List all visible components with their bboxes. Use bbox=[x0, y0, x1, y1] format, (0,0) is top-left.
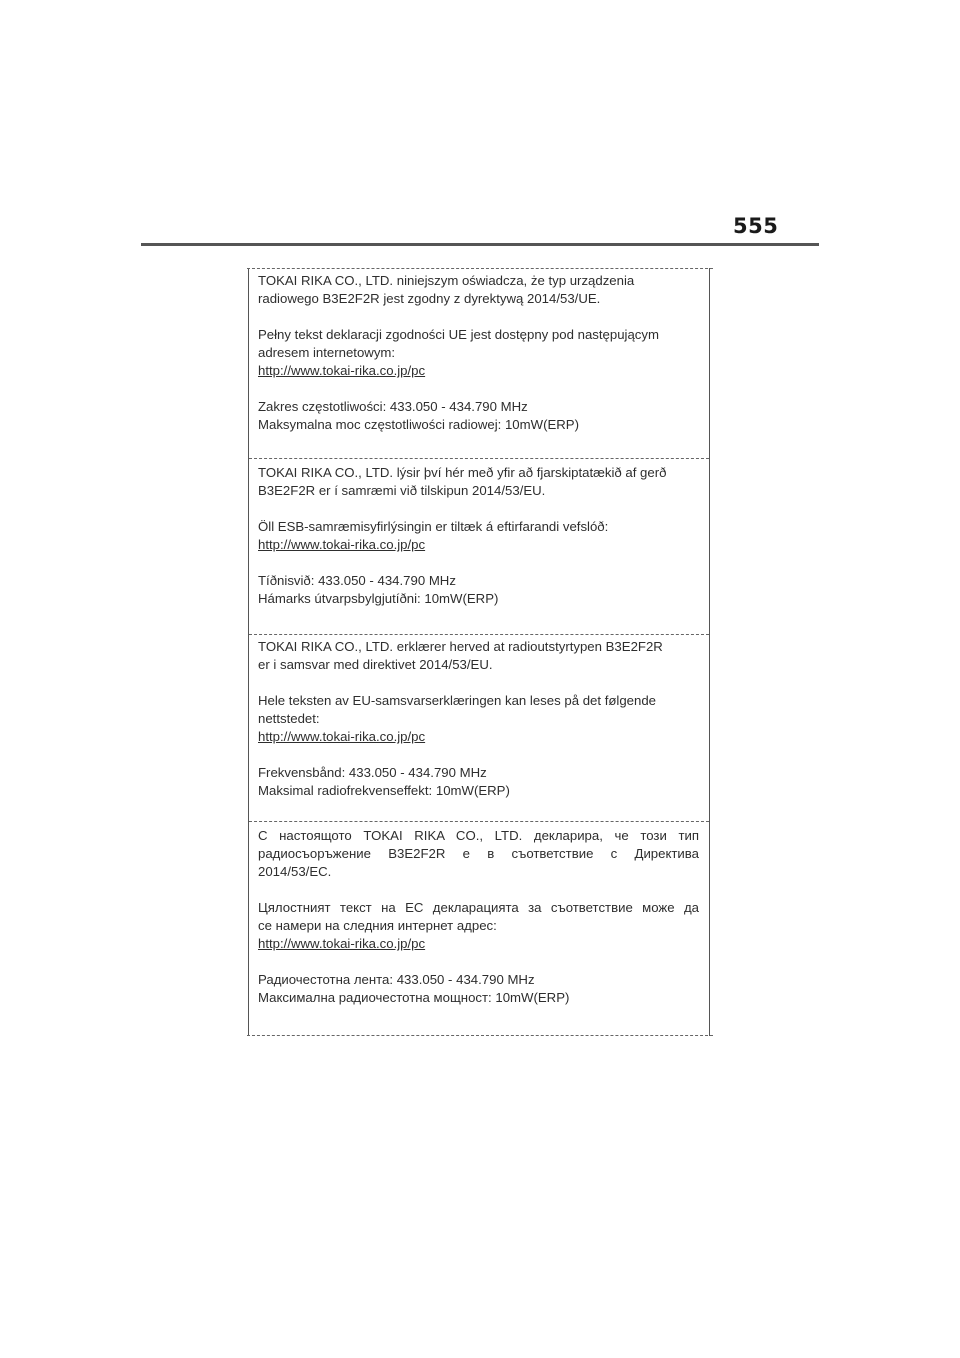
statement-line: er i samsvar med direktivet 2014/53/EU. bbox=[258, 657, 493, 672]
fulltext-line: nettstedet: bbox=[258, 711, 320, 726]
statement-line: radiowego B3E2F2R jest zgodny z dyrektywą 2014/53/UE. bbox=[258, 291, 601, 306]
statement-line: B3E2F2R er í samræmi við tilskipun 2014/53/EU. bbox=[258, 483, 546, 498]
fulltext-line: adresem internetowym: bbox=[258, 345, 396, 360]
fulltext-line: Pełny tekst deklaracji zgodności UE jest dostępny pod następującym bbox=[258, 327, 659, 342]
statement-line: 2014/53/ЕС. bbox=[258, 864, 332, 879]
frequency-range: Zakres częstotliwości: 433.050 - 434.790 MHz bbox=[258, 399, 528, 414]
page-number: 555 bbox=[733, 214, 779, 238]
declaration-url-link[interactable]: http://www.tokai-rika.co.jp/pc bbox=[258, 363, 426, 378]
declaration-section-no bbox=[249, 634, 709, 800]
statement-line: TOKAI RIKA CO., LTD. lýsir því hér með yfir að fjarskiptatækið af gerð bbox=[258, 465, 667, 480]
header-rule bbox=[141, 243, 819, 246]
max-power: Hámarks útvarpsbylgjutíðni: 10mW(ERP) bbox=[258, 591, 499, 606]
frequency-range: Frekvensbånd: 433.050 - 434.790 MHz bbox=[258, 765, 487, 780]
fulltext-line: Цялостният текст на ЕС декларацията за съответствие може да bbox=[258, 900, 699, 915]
declaration-section-pl bbox=[249, 272, 709, 434]
declaration-url-link[interactable]: http://www.tokai-rika.co.jp/pc bbox=[258, 729, 426, 744]
statement-line: С настоящото TOKAI RIKA CO., LTD. декларира, че този тип bbox=[258, 828, 699, 843]
fulltext-line: се намери на следния интернет адрес: bbox=[258, 918, 497, 933]
max-power: Maksymalna moc częstotliwości radiowej: 10mW(ERP) bbox=[258, 417, 579, 432]
declaration-box bbox=[248, 268, 710, 1036]
fulltext-line: Hele teksten av EU-samsvarserklæringen kan leses på det følgende bbox=[258, 693, 657, 708]
declaration-section-bg bbox=[249, 821, 709, 1007]
max-power: Максимална радиочестотна мощност: 10mW(ERP) bbox=[258, 990, 570, 1005]
frequency-range: Tíðnisvið: 433.050 - 434.790 MHz bbox=[258, 573, 456, 588]
statement-line: радиосъоръжение B3E2F2R е в съответствие с Директива bbox=[258, 846, 699, 861]
declaration-url-link[interactable]: http://www.tokai-rika.co.jp/pc bbox=[258, 537, 426, 552]
declaration-url-link[interactable]: http://www.tokai-rika.co.jp/pc bbox=[258, 936, 426, 951]
fulltext-line: Öll ESB-samræmisyfirlýsingin er tiltæk á eftirfarandi vefslóð: bbox=[258, 519, 609, 534]
statement-line: TOKAI RIKA CO., LTD. erklærer herved at radioutstyrtypen B3E2F2R bbox=[258, 639, 663, 654]
declaration-section-is bbox=[249, 458, 709, 608]
max-power: Maksimal radiofrekvenseffekt: 10mW(ERP) bbox=[258, 783, 510, 798]
statement-line: TOKAI RIKA CO., LTD. niniejszym oświadcza, że typ urządzenia bbox=[258, 273, 635, 288]
frequency-range: Радиочестотна лента: 433.050 - 434.790 MHz bbox=[258, 972, 535, 987]
